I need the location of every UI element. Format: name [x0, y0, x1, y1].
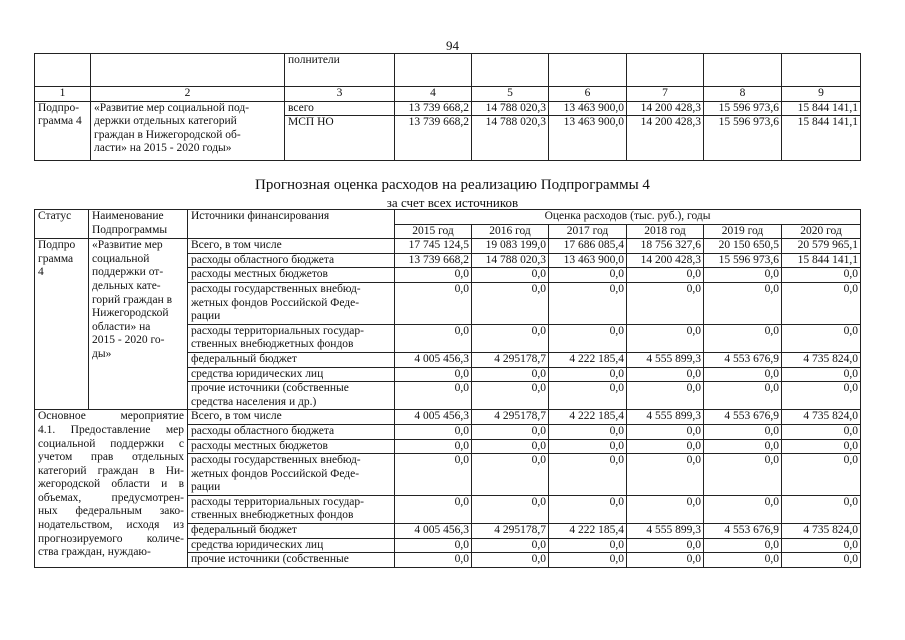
value-cell: 0,0 [627, 324, 704, 352]
text-line: Подпро [38, 239, 76, 252]
value-cell: 0,0 [782, 382, 861, 410]
value-cell: 0,0 [782, 268, 861, 283]
source-cell [188, 352, 395, 367]
value-cell: 0,0 [549, 424, 627, 439]
column-number: 2 [91, 87, 285, 102]
value-cell: 0,0 [782, 324, 861, 352]
source-cell [188, 253, 395, 268]
column-number: 4 [395, 87, 472, 102]
text-line: Нижегородской [92, 307, 169, 320]
value-cell: 4 555 899,3 [627, 352, 704, 367]
source-cell [188, 239, 395, 254]
value-cell: 0,0 [704, 424, 782, 439]
text-line: расходы местных бюджетов [191, 268, 328, 281]
text-line: грамма [38, 252, 74, 265]
subprogram-executors-table [34, 53, 861, 161]
source-cell [188, 538, 395, 553]
value-cell: 14 788 020,3 [472, 116, 549, 161]
text-line: расходы местных бюджетов [191, 439, 328, 452]
value-cell: 0,0 [472, 324, 549, 352]
year-header: 2020 год [782, 224, 861, 239]
table-subcaption: за счет всех источников [386, 195, 519, 210]
value-cell: 4 222 185,4 [549, 524, 627, 539]
source-cell [188, 454, 395, 496]
text-line: ных федеральным зако- [38, 505, 184, 518]
value-cell: 0,0 [782, 495, 861, 523]
text-line: рации [191, 481, 221, 494]
text-line: Всего, в том числе [191, 239, 282, 252]
value-cell: 4 295178,7 [472, 352, 549, 367]
text-line: 4.1. Предоставление мер [38, 423, 184, 436]
value-cell: 0,0 [704, 439, 782, 454]
status-header: Статус [35, 210, 89, 239]
status-cell [35, 239, 89, 410]
activity-description-cell [35, 410, 188, 568]
value-cell: 0,0 [627, 282, 704, 324]
value-cell: 0,0 [549, 382, 627, 410]
value-cell: 14 200 428,3 [627, 101, 704, 116]
value-cell: 0,0 [549, 324, 627, 352]
text-line: поддержки от- [92, 266, 164, 279]
value-cell: 0,0 [395, 324, 472, 352]
value-cell: 0,0 [704, 495, 782, 523]
value-cell: 20 579 965,1 [782, 239, 861, 254]
value-cell: 4 222 185,4 [549, 352, 627, 367]
value-cell: 0,0 [472, 424, 549, 439]
value-cell: 15 596 973,6 [704, 101, 782, 116]
table-caption: Прогнозная оценка расходов на реализацию Подпрограммы 4 [255, 177, 650, 193]
text-line: прочие источники (собственные [191, 382, 349, 395]
column-number: 5 [472, 87, 549, 102]
value-cell: 0,0 [704, 324, 782, 352]
value-cell: 0,0 [472, 439, 549, 454]
value-cell: 0,0 [472, 553, 549, 568]
text-line: жетных фондов Российской Феде- [191, 467, 360, 480]
value-cell: 4 555 899,3 [627, 524, 704, 539]
name-header: Наименование Подпрограммы [89, 210, 188, 239]
value-cell: 0,0 [627, 439, 704, 454]
value-cell: 15 596 973,6 [704, 253, 782, 268]
value-cell: 0,0 [627, 424, 704, 439]
text-line: Основное мероприятие [38, 410, 184, 423]
value-cell: 0,0 [549, 367, 627, 382]
value-cell: 13 463 900,0 [549, 116, 627, 161]
text-line: ственных внебюджетных фондов [191, 509, 354, 522]
value-cell: 0,0 [704, 454, 782, 496]
value-cell: 15 844 141,1 [782, 253, 861, 268]
header-row [35, 210, 861, 225]
value-cell: 0,0 [395, 553, 472, 568]
value-cell: 4 005 456,3 [395, 524, 472, 539]
value-cell: 0,0 [549, 495, 627, 523]
value-cell: 13 463 900,0 [549, 101, 627, 116]
text-line: расходы государственных внебюд- [191, 282, 361, 295]
subprogram-name-cell: «Развитие мер социальной под- держки отдельных категорий граждан в Нижегородской об- ласти» на 2015 - 2020 годы» [91, 101, 285, 161]
text-line: ды» [92, 347, 112, 360]
value-cell: 4 295178,7 [472, 410, 549, 425]
value-cell: 0,0 [395, 424, 472, 439]
value-cell: 15 844 141,1 [782, 116, 861, 161]
text-line: расходы территориальных государ- [191, 495, 364, 508]
value-cell: 17 686 085,4 [549, 239, 627, 254]
value-cell: 0,0 [395, 454, 472, 496]
subprogram-status-cell: Подпро- грамма 4 [35, 101, 91, 161]
text-line: жетных фондов Российской Феде- [191, 296, 360, 309]
value-cell: 0,0 [549, 454, 627, 496]
value-cell: 0,0 [704, 367, 782, 382]
text-line: объемах, предусмотрен- [38, 491, 184, 504]
value-cell: 0,0 [782, 424, 861, 439]
value-cell: 0,0 [395, 282, 472, 324]
estimate-header: Оценка расходов (тыс. руб.), годы [395, 210, 861, 225]
executors-header-fragment: полнители [285, 54, 395, 87]
value-cell: 0,0 [472, 367, 549, 382]
source-cell [188, 268, 395, 283]
text-line: рации [191, 310, 221, 323]
value-cell: 0,0 [627, 367, 704, 382]
value-cell: 20 150 650,5 [704, 239, 782, 254]
value-cell: 0,0 [704, 282, 782, 324]
text-line: категорий граждан в Ни- [38, 464, 184, 477]
value-cell: 0,0 [549, 439, 627, 454]
source-cell [188, 495, 395, 523]
text-line: федеральный бюджет [191, 352, 297, 365]
text-line: средства юридических лиц [191, 367, 324, 380]
year-header: 2018 год [627, 224, 704, 239]
value-cell: 0,0 [395, 538, 472, 553]
executor-cell: МСП НО [285, 116, 395, 161]
value-cell: 14 788 020,3 [472, 101, 549, 116]
column-number: 3 [285, 87, 395, 102]
value-cell: 0,0 [782, 538, 861, 553]
value-cell: 0,0 [395, 495, 472, 523]
value-cell: 0,0 [472, 268, 549, 283]
continued-header-row [35, 54, 861, 87]
value-cell: 0,0 [627, 538, 704, 553]
text-line: расходы территориальных государ- [191, 324, 364, 337]
text-line: горий граждан в [92, 293, 173, 306]
table-row [35, 239, 861, 254]
value-cell: 13 739 668,2 [395, 253, 472, 268]
value-cell: 13 463 900,0 [549, 253, 627, 268]
column-numbers-row [35, 87, 861, 102]
executor-cell: всего [285, 101, 395, 116]
year-header: 2019 год [704, 224, 782, 239]
source-cell [188, 282, 395, 324]
source-cell [188, 553, 395, 568]
value-cell: 0,0 [472, 382, 549, 410]
value-cell: 0,0 [395, 382, 472, 410]
value-cell: 4 005 456,3 [395, 410, 472, 425]
value-cell: 15 844 141,1 [782, 101, 861, 116]
value-cell: 13 739 668,2 [395, 116, 472, 161]
source-cell [188, 382, 395, 410]
text-line: социальной поддержки с [38, 437, 184, 450]
source-cell [188, 439, 395, 454]
column-number: 1 [35, 87, 91, 102]
year-header: 2015 год [395, 224, 472, 239]
value-cell: 4 553 676,9 [704, 410, 782, 425]
source-cell [188, 524, 395, 539]
text-line: ственных внебюджетных фондов [191, 338, 354, 351]
table-row [35, 410, 861, 425]
source-cell [188, 410, 395, 425]
value-cell: 0,0 [704, 538, 782, 553]
page-number: 94 [446, 38, 459, 53]
value-cell: 0,0 [782, 282, 861, 324]
value-cell: 18 756 327,6 [627, 239, 704, 254]
value-cell: 0,0 [395, 367, 472, 382]
value-cell: 0,0 [782, 439, 861, 454]
value-cell: 0,0 [627, 268, 704, 283]
sources-header: Источники финансирования [188, 210, 395, 239]
text-line: прогнозируемого количе- [38, 532, 184, 545]
value-cell: 0,0 [472, 495, 549, 523]
text-line: «Развитие мер [92, 239, 163, 252]
column-number: 8 [704, 87, 782, 102]
value-cell: 0,0 [549, 553, 627, 568]
value-cell: 0,0 [395, 268, 472, 283]
source-cell [188, 367, 395, 382]
value-cell: 17 745 124,5 [395, 239, 472, 254]
value-cell: 0,0 [395, 439, 472, 454]
value-cell: 0,0 [704, 382, 782, 410]
text-line: ства граждан, нуждаю- [38, 546, 151, 559]
value-cell: 0,0 [549, 538, 627, 553]
value-cell: 0,0 [549, 282, 627, 324]
value-cell: 4 295178,7 [472, 524, 549, 539]
value-cell: 0,0 [782, 553, 861, 568]
text-line: 4 [38, 266, 44, 279]
source-cell [188, 324, 395, 352]
value-cell: 0,0 [627, 382, 704, 410]
column-number: 9 [782, 87, 861, 102]
source-cell [188, 424, 395, 439]
text-line: жегородской области и в [38, 478, 184, 491]
value-cell: 14 788 020,3 [472, 253, 549, 268]
text-line: прочие источники (собственные [191, 553, 349, 566]
value-cell: 15 596 973,6 [704, 116, 782, 161]
text-line: средства юридических лиц [191, 538, 324, 551]
text-line: Всего, в том числе [191, 410, 282, 423]
text-line: расходы областного бюджета [191, 424, 335, 437]
value-cell: 0,0 [627, 454, 704, 496]
value-cell: 4 553 676,9 [704, 352, 782, 367]
value-cell: 4 735 824,0 [782, 410, 861, 425]
value-cell: 0,0 [627, 553, 704, 568]
text-line: 2015 - 2020 го- [92, 334, 165, 347]
value-cell: 0,0 [782, 454, 861, 496]
year-header: 2017 год [549, 224, 627, 239]
value-cell: 19 083 199,0 [472, 239, 549, 254]
value-cell: 13 739 668,2 [395, 101, 472, 116]
value-cell: 0,0 [627, 495, 704, 523]
value-cell: 4 553 676,9 [704, 524, 782, 539]
column-number: 7 [627, 87, 704, 102]
text-line: учетом прав отдельных [38, 451, 184, 464]
value-cell: 0,0 [472, 538, 549, 553]
value-cell: 4 555 899,3 [627, 410, 704, 425]
text-line: дельных кате- [92, 279, 161, 292]
value-cell: 14 200 428,3 [627, 253, 704, 268]
text-line: средства населения и др.) [191, 395, 317, 408]
text-line: социальной [92, 252, 150, 265]
subprogram-name-cell [89, 239, 188, 410]
value-cell: 0,0 [472, 282, 549, 324]
text-line: расходы государственных внебюд- [191, 454, 361, 467]
expense-forecast-table [34, 209, 861, 568]
value-cell: 0,0 [704, 553, 782, 568]
value-cell: 0,0 [472, 454, 549, 496]
value-cell: 14 200 428,3 [627, 116, 704, 161]
value-cell: 0,0 [704, 268, 782, 283]
text-line: федеральный бюджет [191, 524, 297, 537]
text-line: расходы областного бюджета [191, 253, 335, 266]
value-cell: 4 222 185,4 [549, 410, 627, 425]
value-cell: 0,0 [549, 268, 627, 283]
value-cell: 4 005 456,3 [395, 352, 472, 367]
table-row [35, 101, 861, 116]
value-cell: 0,0 [782, 367, 861, 382]
text-line: области» на [92, 320, 151, 333]
column-number: 6 [549, 87, 627, 102]
value-cell: 4 735 824,0 [782, 352, 861, 367]
year-header: 2016 год [472, 224, 549, 239]
value-cell: 4 735 824,0 [782, 524, 861, 539]
text-line: нодательством, исходя из [38, 519, 184, 532]
